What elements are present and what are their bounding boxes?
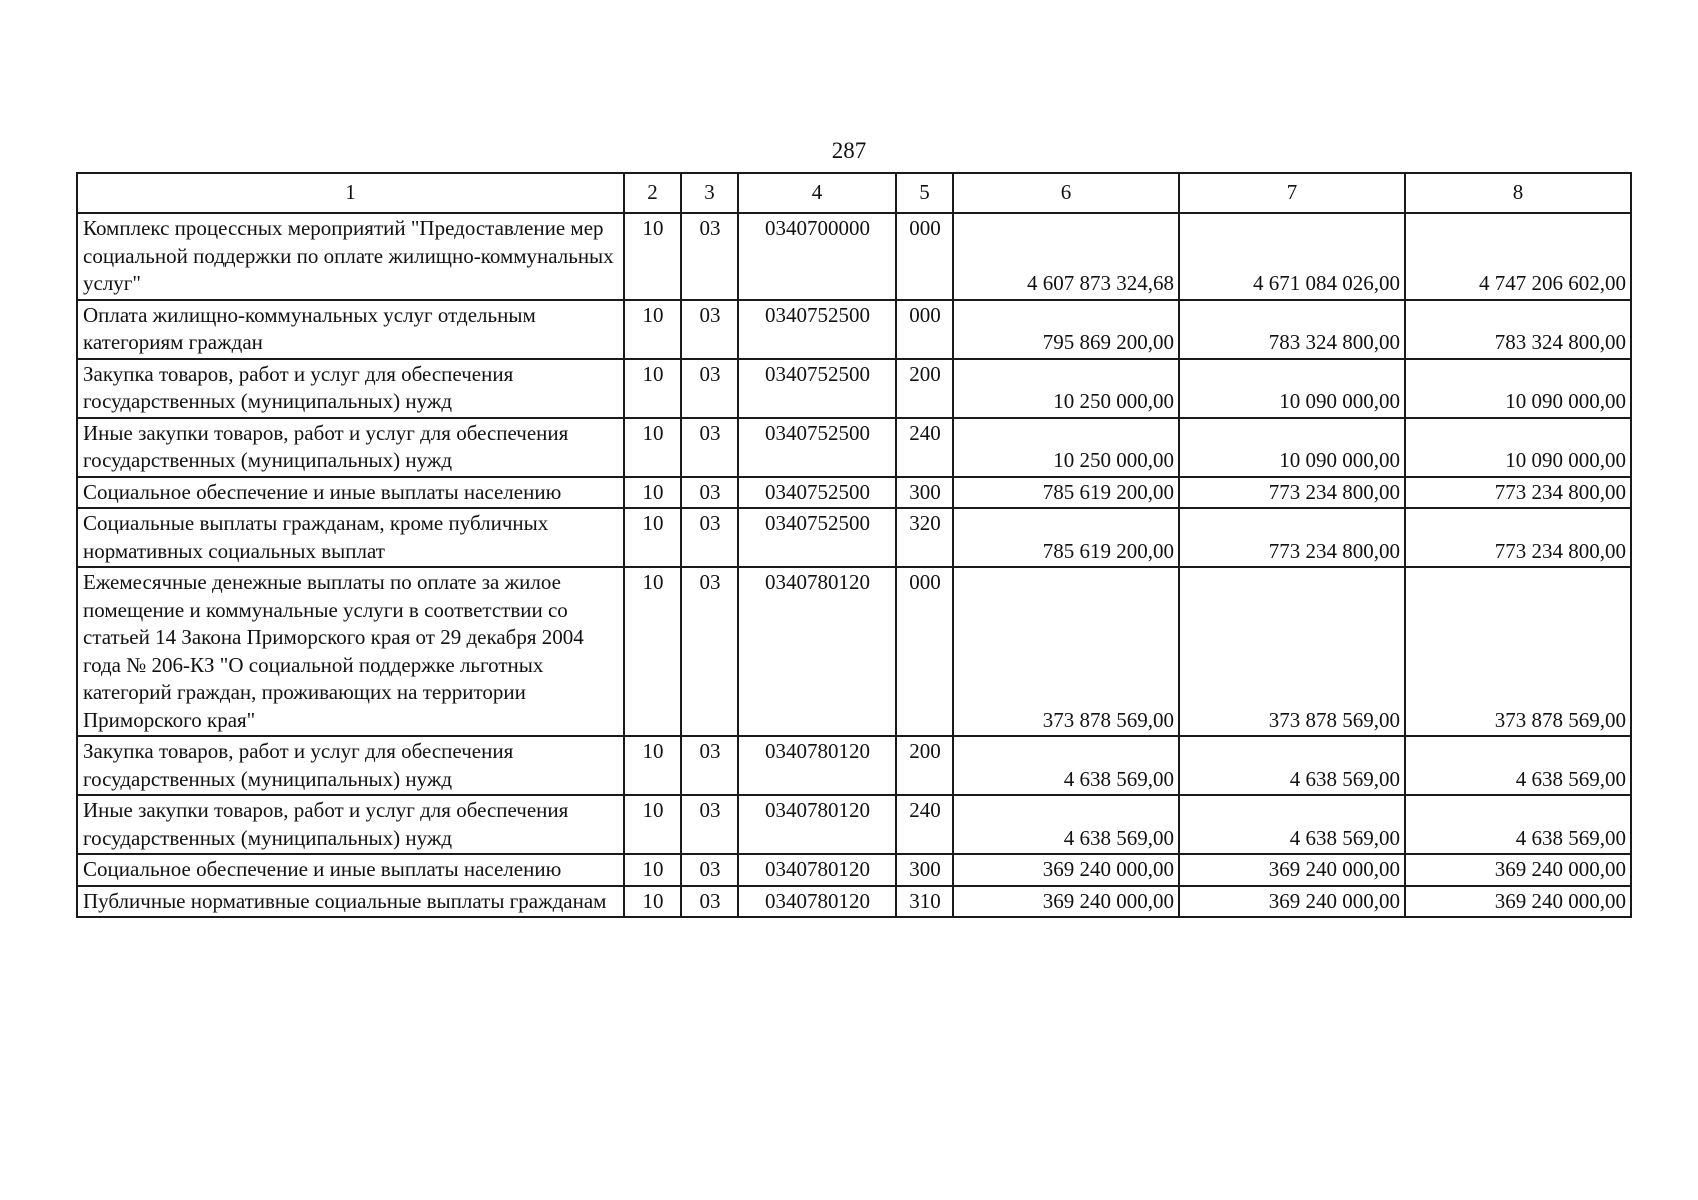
amount-col-8: 10 090 000,00 bbox=[1405, 418, 1631, 477]
row-name: Комплекс процессных мероприятий "Предоставление мер социальной поддержки по оплате жилищно-коммунальных услуг" bbox=[77, 213, 624, 300]
page-number: 287 bbox=[831, 138, 867, 163]
subsection-code: 03 bbox=[681, 477, 738, 509]
amount-col-8: 373 878 569,00 bbox=[1405, 567, 1631, 736]
section-code: 10 bbox=[624, 736, 681, 795]
column-header: 8 bbox=[1405, 173, 1631, 213]
expense-type-code: 200 bbox=[896, 359, 953, 418]
target-article-code: 0340780120 bbox=[738, 567, 896, 736]
column-header: 3 bbox=[681, 173, 738, 213]
row-name: Ежемесячные денежные выплаты по оплате за жилое помещение и коммунальные услуги в соответствии со статьей 14 Закона Приморского края от 29 декабря 2004 года № 206-КЗ "О социальной поддержке льготных категорий граждан, проживающих на территории Приморского края" bbox=[77, 567, 624, 736]
section-code: 10 bbox=[624, 418, 681, 477]
amount-col-8: 773 234 800,00 bbox=[1405, 477, 1631, 509]
amount-col-6: 4 638 569,00 bbox=[953, 736, 1179, 795]
expense-type-code: 310 bbox=[896, 886, 953, 918]
amount-col-6: 10 250 000,00 bbox=[953, 359, 1179, 418]
amount-col-6: 10 250 000,00 bbox=[953, 418, 1179, 477]
subsection-code: 03 bbox=[681, 567, 738, 736]
amount-col-6: 785 619 200,00 bbox=[953, 477, 1179, 509]
table-row bbox=[77, 300, 1631, 359]
table-row bbox=[77, 508, 1631, 567]
target-article-code: 0340752500 bbox=[738, 359, 896, 418]
section-code: 10 bbox=[624, 477, 681, 509]
amount-col-7: 4 638 569,00 bbox=[1179, 795, 1405, 854]
column-header: 5 bbox=[896, 173, 953, 213]
amount-col-8: 369 240 000,00 bbox=[1405, 886, 1631, 918]
amount-col-7: 783 324 800,00 bbox=[1179, 300, 1405, 359]
table-row bbox=[77, 736, 1631, 795]
header-row bbox=[77, 173, 1631, 213]
subsection-code: 03 bbox=[681, 854, 738, 886]
row-name: Социальные выплаты гражданам, кроме публичных нормативных социальных выплат bbox=[77, 508, 624, 567]
row-name: Социальное обеспечение и иные выплаты населению bbox=[77, 854, 624, 886]
amount-col-8: 4 747 206 602,00 bbox=[1405, 213, 1631, 300]
amount-col-6: 369 240 000,00 bbox=[953, 854, 1179, 886]
table-row bbox=[77, 854, 1631, 886]
target-article-code: 0340700000 bbox=[738, 213, 896, 300]
section-code: 10 bbox=[624, 567, 681, 736]
row-name: Публичные нормативные социальные выплаты гражданам bbox=[77, 886, 624, 918]
expense-type-code: 320 bbox=[896, 508, 953, 567]
row-name: Иные закупки товаров, работ и услуг для обеспечения государственных (муниципальных) нужд bbox=[77, 418, 624, 477]
amount-col-7: 369 240 000,00 bbox=[1179, 854, 1405, 886]
target-article-code: 0340780120 bbox=[738, 795, 896, 854]
expense-type-code: 300 bbox=[896, 477, 953, 509]
table-row bbox=[77, 418, 1631, 477]
amount-col-7: 773 234 800,00 bbox=[1179, 477, 1405, 509]
amount-col-8: 369 240 000,00 bbox=[1405, 854, 1631, 886]
section-code: 10 bbox=[624, 854, 681, 886]
table-row bbox=[77, 795, 1631, 854]
table-row bbox=[77, 213, 1631, 300]
row-name: Социальное обеспечение и иные выплаты населению bbox=[77, 477, 624, 509]
amount-col-6: 795 869 200,00 bbox=[953, 300, 1179, 359]
amount-col-7: 10 090 000,00 bbox=[1179, 418, 1405, 477]
table-row bbox=[77, 477, 1631, 509]
target-article-code: 0340780120 bbox=[738, 854, 896, 886]
subsection-code: 03 bbox=[681, 300, 738, 359]
amount-col-6: 369 240 000,00 bbox=[953, 886, 1179, 918]
subsection-code: 03 bbox=[681, 213, 738, 300]
column-header: 4 bbox=[738, 173, 896, 213]
row-name: Закупка товаров, работ и услуг для обеспечения государственных (муниципальных) нужд bbox=[77, 359, 624, 418]
subsection-code: 03 bbox=[681, 418, 738, 477]
table-row bbox=[77, 567, 1631, 736]
row-name: Закупка товаров, работ и услуг для обеспечения государственных (муниципальных) нужд bbox=[77, 736, 624, 795]
budget-table bbox=[76, 172, 1632, 918]
target-article-code: 0340780120 bbox=[738, 886, 896, 918]
expense-type-code: 240 bbox=[896, 418, 953, 477]
amount-col-8: 10 090 000,00 bbox=[1405, 359, 1631, 418]
target-article-code: 0340780120 bbox=[738, 736, 896, 795]
amount-col-6: 785 619 200,00 bbox=[953, 508, 1179, 567]
subsection-code: 03 bbox=[681, 795, 738, 854]
table-row bbox=[77, 886, 1631, 918]
amount-col-7: 369 240 000,00 bbox=[1179, 886, 1405, 918]
section-code: 10 bbox=[624, 886, 681, 918]
expense-type-code: 240 bbox=[896, 795, 953, 854]
section-code: 10 bbox=[624, 508, 681, 567]
section-code: 10 bbox=[624, 359, 681, 418]
expense-type-code: 300 bbox=[896, 854, 953, 886]
column-header: 7 bbox=[1179, 173, 1405, 213]
target-article-code: 0340752500 bbox=[738, 418, 896, 477]
target-article-code: 0340752500 bbox=[738, 508, 896, 567]
subsection-code: 03 bbox=[681, 886, 738, 918]
amount-col-8: 4 638 569,00 bbox=[1405, 736, 1631, 795]
target-article-code: 0340752500 bbox=[738, 300, 896, 359]
expense-type-code: 200 bbox=[896, 736, 953, 795]
amount-col-7: 10 090 000,00 bbox=[1179, 359, 1405, 418]
amount-col-8: 783 324 800,00 bbox=[1405, 300, 1631, 359]
expense-type-code: 000 bbox=[896, 300, 953, 359]
amount-col-6: 4 638 569,00 bbox=[953, 795, 1179, 854]
row-name: Оплата жилищно-коммунальных услуг отдельным категориям граждан bbox=[77, 300, 624, 359]
amount-col-6: 4 607 873 324,68 bbox=[953, 213, 1179, 300]
section-code: 10 bbox=[624, 300, 681, 359]
column-header: 2 bbox=[624, 173, 681, 213]
amount-col-7: 373 878 569,00 bbox=[1179, 567, 1405, 736]
amount-col-8: 4 638 569,00 bbox=[1405, 795, 1631, 854]
section-code: 10 bbox=[624, 213, 681, 300]
amount-col-7: 773 234 800,00 bbox=[1179, 508, 1405, 567]
section-code: 10 bbox=[624, 795, 681, 854]
column-header: 1 bbox=[77, 173, 624, 213]
amount-col-7: 4 671 084 026,00 bbox=[1179, 213, 1405, 300]
amount-col-6: 373 878 569,00 bbox=[953, 567, 1179, 736]
amount-col-8: 773 234 800,00 bbox=[1405, 508, 1631, 567]
expense-type-code: 000 bbox=[896, 213, 953, 300]
expense-type-code: 000 bbox=[896, 567, 953, 736]
column-header: 6 bbox=[953, 173, 1179, 213]
subsection-code: 03 bbox=[681, 508, 738, 567]
subsection-code: 03 bbox=[681, 359, 738, 418]
amount-col-7: 4 638 569,00 bbox=[1179, 736, 1405, 795]
target-article-code: 0340752500 bbox=[738, 477, 896, 509]
subsection-code: 03 bbox=[681, 736, 738, 795]
row-name: Иные закупки товаров, работ и услуг для обеспечения государственных (муниципальных) нужд bbox=[77, 795, 624, 854]
table-row bbox=[77, 359, 1631, 418]
